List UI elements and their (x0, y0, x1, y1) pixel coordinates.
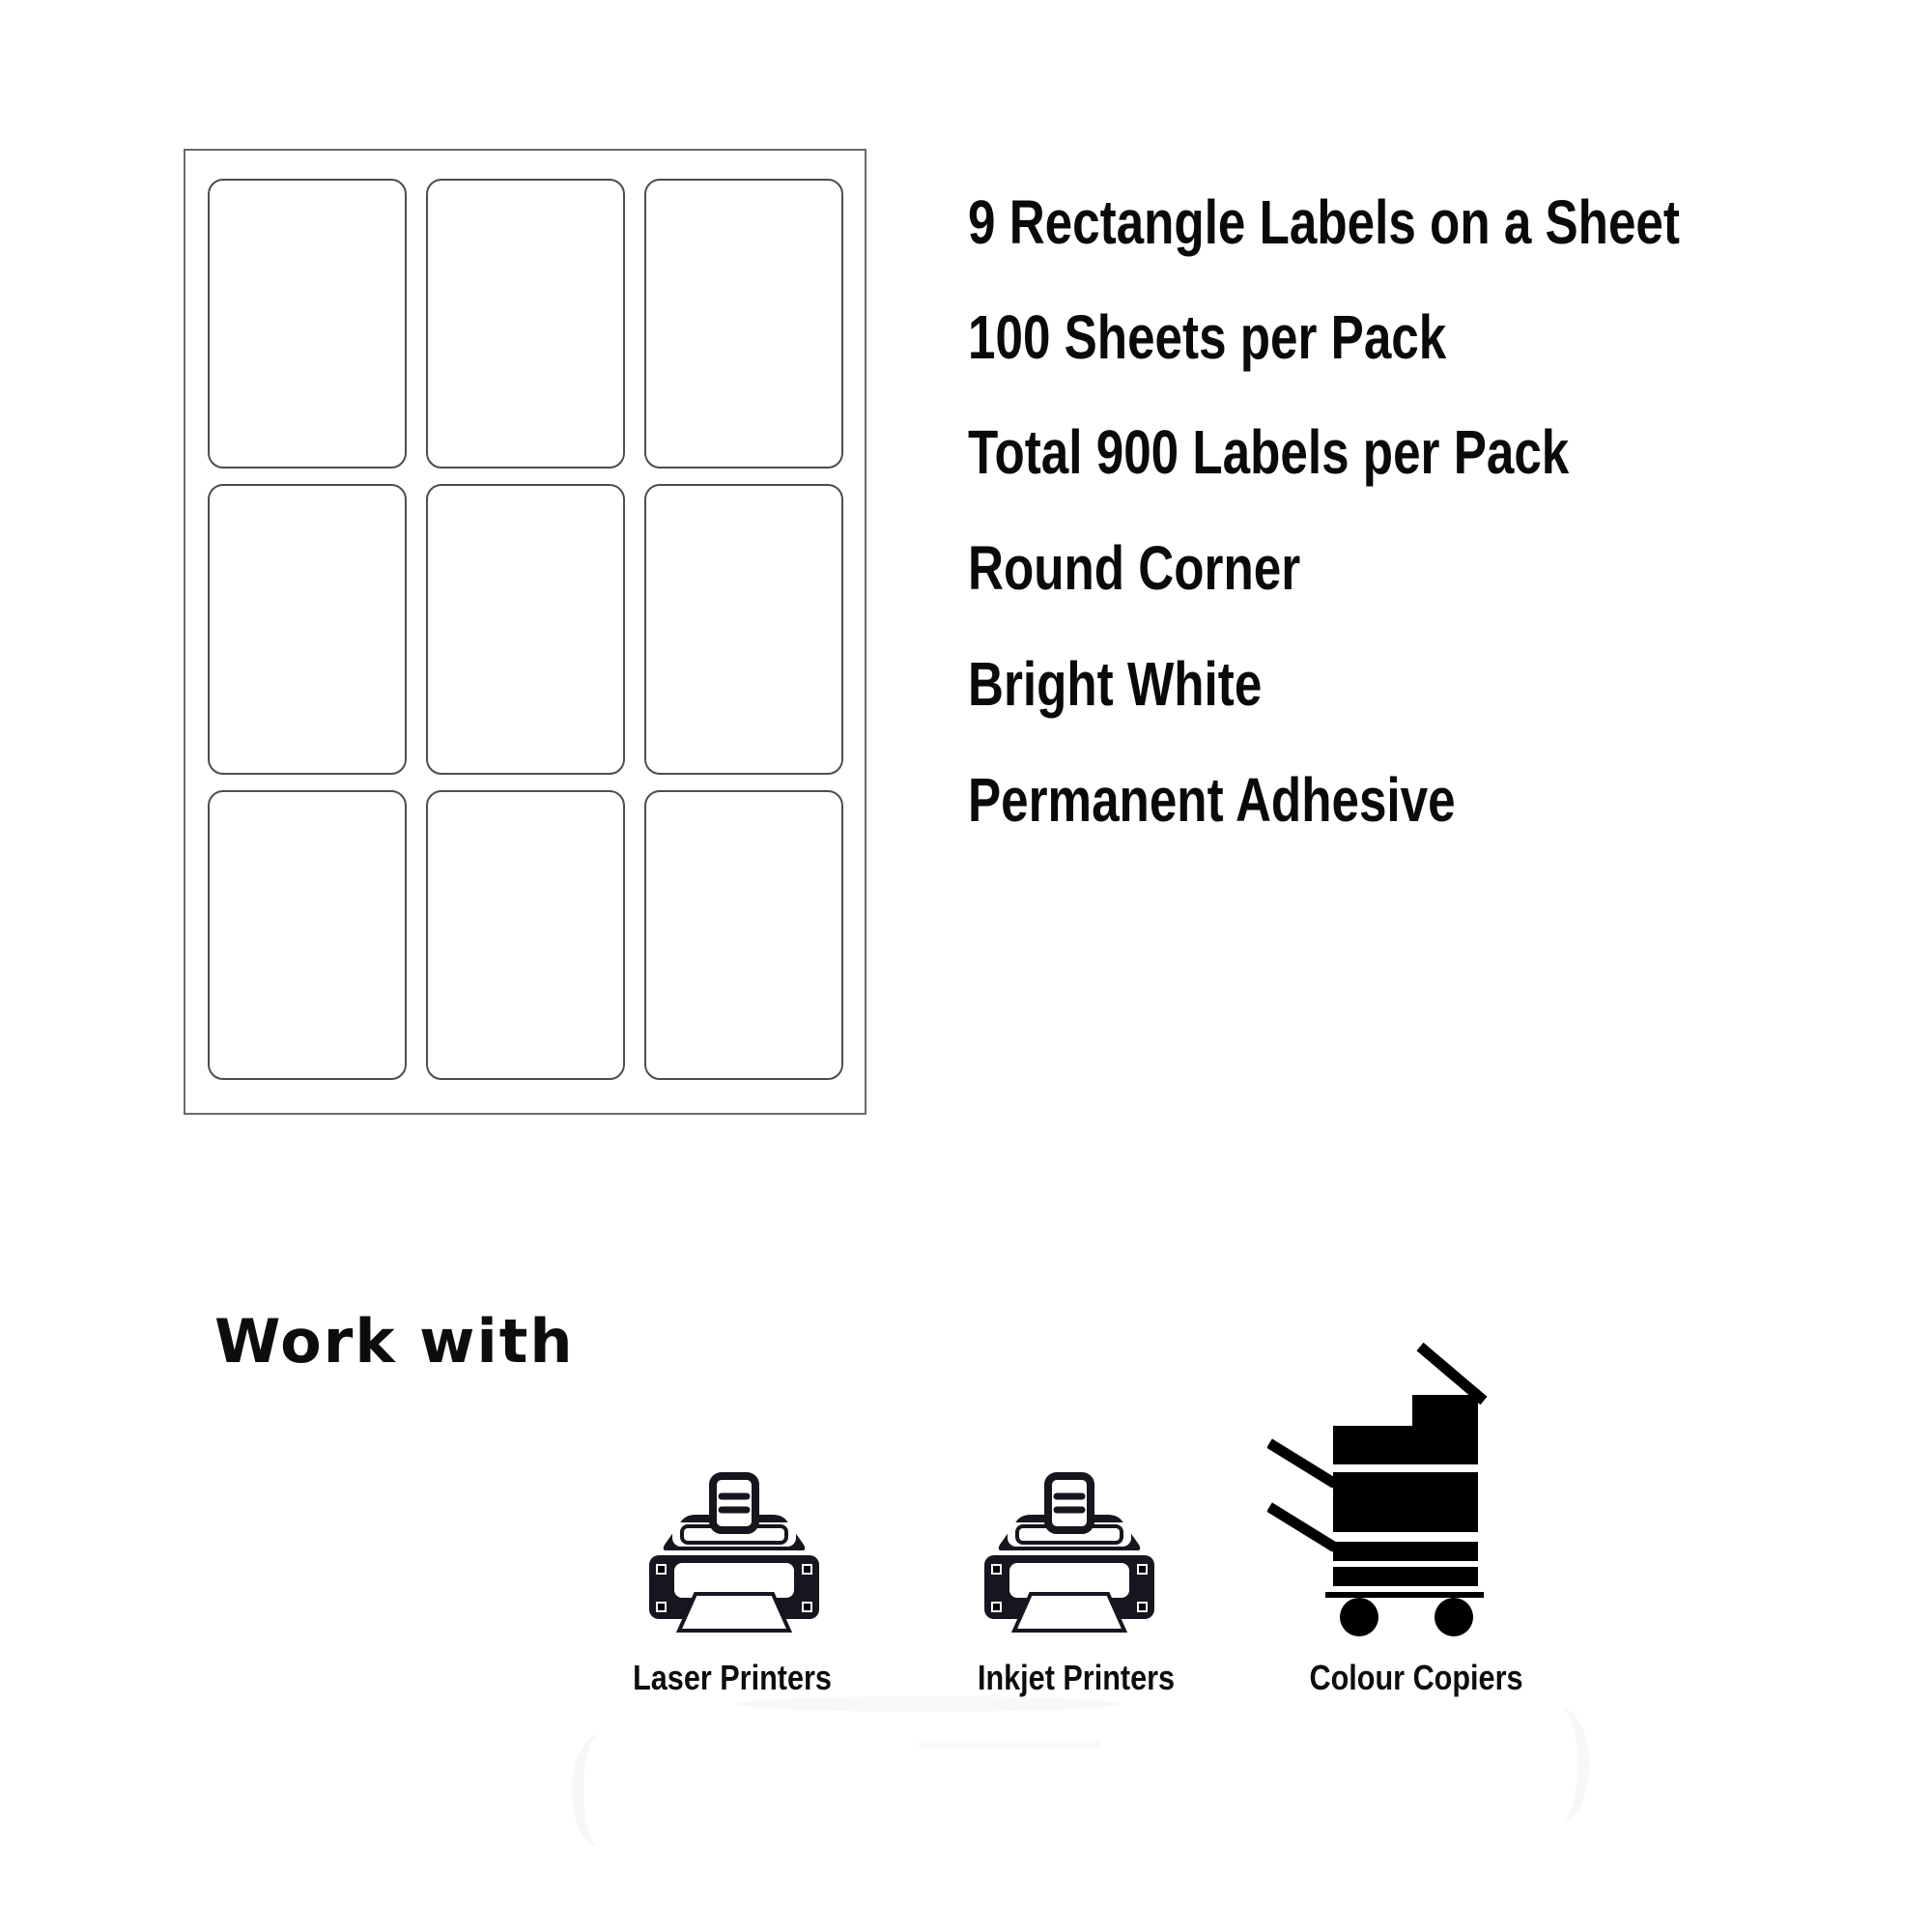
blank-label-cell (644, 790, 843, 1080)
feature-round-corner: Round Corner (968, 533, 1301, 603)
inkjet-printers-label: Inkjet Printers (977, 1658, 1176, 1697)
work-with-heading: Work with (214, 1306, 575, 1377)
label-grid (208, 179, 843, 1080)
blank-label-cell (644, 484, 843, 774)
feature-sheets-per-pack: 100 Sheets per Pack (968, 302, 1447, 372)
colour-copiers-label: Colour Copiers (1309, 1658, 1523, 1697)
feature-permanent-adhesive: Permanent Adhesive (968, 765, 1456, 835)
ghost-smudge (734, 1696, 1121, 1712)
ghost-smudge (1531, 1708, 1589, 1822)
blank-label-cell (426, 179, 625, 469)
inkjet-printer-icon (973, 1472, 1166, 1634)
ghost-smudge (918, 1741, 1101, 1747)
laser-printers-label: Laser Printers (633, 1658, 832, 1697)
blank-label-cell (426, 790, 625, 1080)
blank-label-cell (208, 179, 407, 469)
blank-label-cell (208, 790, 407, 1080)
feature-labels-per-sheet: 9 Rectangle Labels on a Sheet (968, 187, 1680, 257)
colour-copier-icon (1267, 1341, 1492, 1640)
blank-label-cell (644, 179, 843, 469)
label-sheet-diagram (184, 149, 867, 1115)
feature-bright-white: Bright White (968, 649, 1263, 719)
ghost-smudge (572, 1734, 630, 1848)
blank-label-cell (208, 484, 407, 774)
feature-total-labels: Total 900 Labels per Pack (968, 417, 1570, 487)
laser-printer-icon (638, 1472, 831, 1634)
blank-label-cell (426, 484, 625, 774)
